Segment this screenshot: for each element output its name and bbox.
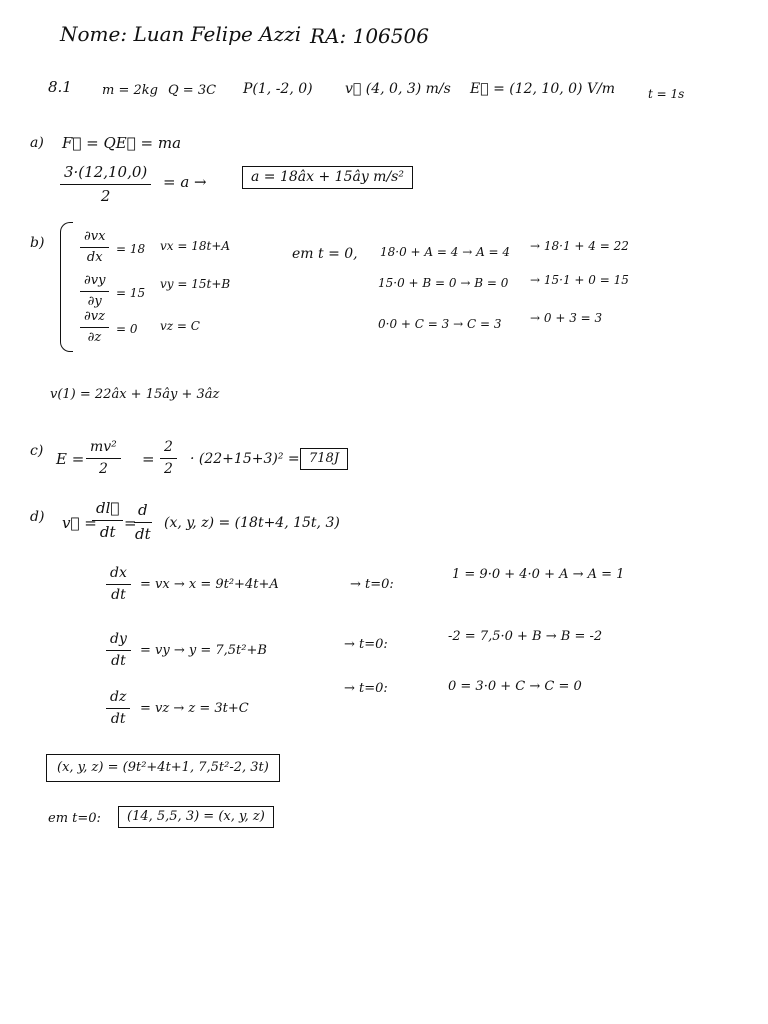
part-d-fraction-dl-dt (92, 500, 123, 540)
part-b-row1-denominator: dx (86, 250, 103, 266)
part-b-row2-denominator: ∂y (87, 294, 102, 310)
part-d-dx-numerator: dx (106, 566, 131, 585)
part-d-d-numerator: d (134, 502, 152, 523)
given-mass: m = 2kg (102, 83, 158, 98)
part-a-force-equation: F⃗ = QE⃗ = ma (62, 134, 182, 152)
part-b-row3-numerator: ∂vz (80, 310, 109, 328)
part-c-fraction1-denominator: 2 (98, 461, 108, 478)
part-d-z-condition: → t=0: (344, 681, 388, 696)
part-a-equals-a: = a → (163, 173, 207, 191)
given-point: P(1, -2, 0) (243, 81, 313, 97)
part-b-row2-numerator: ∂vy (80, 274, 109, 292)
part-d-label: d) (30, 509, 45, 525)
part-b-row1-solution: vx = 18t+A (160, 239, 231, 253)
given-charge: Q = 3C (168, 83, 217, 98)
part-d-dy-numerator: dy (106, 632, 131, 651)
part-d-x-calc: 1 = 9·0 + 4·0 + A → A = 1 (452, 567, 625, 582)
part-c-label: c) (30, 443, 44, 459)
part-b-row2-solution: vy = 15t+B (160, 277, 231, 291)
part-d-dy-dt (106, 632, 131, 670)
part-b-system-brace (60, 222, 73, 352)
part-d-dx-denominator: dt (111, 587, 126, 604)
part-d-point-boxed: (14, 5,5, 3) = (x, y, z) (118, 806, 274, 828)
part-d-x-equation: = vx → x = 9t²+4t+A (140, 577, 279, 592)
part-d-y-condition: → t=0: (344, 637, 388, 652)
part-c-e-equals: E = (56, 450, 85, 468)
part-c-equals: = (142, 450, 155, 468)
part-a-fraction-numerator: 3·(12,10,0) (60, 164, 151, 185)
student-ra: RA: 106506 (310, 24, 429, 48)
part-c-fraction2-numerator: 2 (160, 440, 177, 459)
part-b-label: b) (30, 235, 45, 251)
part-d-d-denominator: dt (134, 524, 151, 543)
problem-number: 8.1 (48, 78, 72, 96)
given-velocity: v⃗ (4, 0, 3) m/s (345, 81, 451, 97)
part-a-fraction-denominator: 2 (100, 186, 111, 205)
part-b-velocity-at-1: v(1) = 22âx + 15ây + 3âz (50, 387, 220, 402)
part-b-row3-denominator: ∂z (87, 330, 102, 346)
part-c-boxed-result: 718J (300, 448, 348, 470)
part-c-fraction-values (160, 440, 177, 478)
part-c-fraction-kinetic (86, 440, 121, 478)
part-b-row1-eq: = 18 (116, 242, 146, 256)
part-d-equals: = (124, 514, 137, 532)
part-b-row3-solution: vz = C (160, 319, 200, 333)
part-c-fraction2-denominator: 2 (164, 461, 173, 478)
part-b-row2-result: → 15·1 + 0 = 15 (530, 273, 629, 287)
given-time: t = 1s (648, 87, 685, 101)
part-d-z-calc: 0 = 3·0 + C → C = 0 (448, 679, 582, 694)
part-b-row1-fraction (80, 230, 109, 266)
part-c-expression: · (22+15+3)² = (190, 451, 300, 467)
part-b-row3-result: → 0 + 3 = 3 (530, 311, 603, 325)
part-b-row2-fraction (80, 274, 109, 310)
part-d-dz-denominator: dt (110, 711, 126, 728)
given-field: E⃗ = (12, 10, 0) V/m (470, 81, 616, 97)
part-b-row1-result: → 18·1 + 4 = 22 (530, 239, 629, 253)
part-b-row3-fraction (80, 310, 109, 346)
part-d-dy-denominator: dt (111, 653, 126, 670)
part-d-fraction-d-dt (134, 502, 152, 542)
part-d-x-condition: → t=0: (350, 577, 394, 592)
part-d-dl-denominator: dt (99, 522, 116, 541)
part-d-y-equation: = vy → y = 7,5t²+B (140, 643, 267, 658)
part-b-row3-init: 0·0 + C = 3 → C = 3 (378, 317, 502, 331)
student-name: Nome: Luan Felipe Azzi (60, 22, 302, 46)
part-d-z-equation: = vz → z = 3t+C (140, 701, 249, 716)
part-d-em-t: em t=0: (48, 811, 101, 826)
part-d-xyz-velocity: (x, y, z) = (18t+4, 15t, 3) (164, 515, 340, 531)
part-b-em-t: em t = 0, (292, 246, 358, 262)
part-b-row2-eq: = 15 (116, 286, 146, 300)
part-c-fraction1-numerator: mv² (86, 440, 121, 459)
part-b-row3-eq: = 0 (116, 322, 138, 336)
part-a-fraction (60, 164, 151, 204)
part-b-row2-init: 15·0 + B = 0 → B = 0 (378, 276, 509, 290)
part-a-label: a) (30, 135, 44, 151)
part-d-dx-dt (106, 566, 131, 604)
part-d-y-calc: -2 = 7,5·0 + B → B = -2 (448, 629, 603, 644)
part-d-v-equals: v⃗ = (62, 514, 97, 532)
part-d-dl-numerator: dl⃗ (92, 500, 123, 521)
part-d-dz-numerator: dz (106, 690, 130, 709)
part-d-dz-dt (106, 690, 130, 728)
part-d-final-position-boxed: (x, y, z) = (9t²+4t+1, 7,5t²-2, 3t) (46, 754, 280, 782)
part-a-boxed-result: a = 18âx + 15ây m/s² (242, 166, 413, 189)
part-b-row1-init: 18·0 + A = 4 → A = 4 (380, 245, 511, 259)
part-b-row1-numerator: ∂vx (80, 230, 109, 248)
